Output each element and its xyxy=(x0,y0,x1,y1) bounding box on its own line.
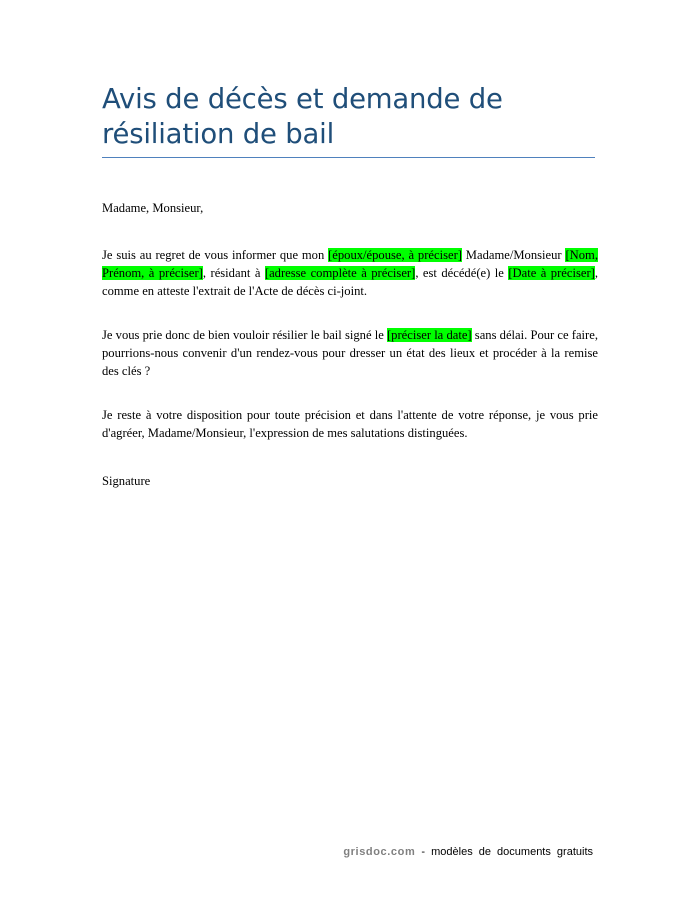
paragraph1-text-5: , comme en atteste l'extrait de l'Acte de décès ci-joint. xyxy=(102,265,598,298)
placeholder-name: [Nom, Prénom, à préciser] xyxy=(102,248,598,280)
paragraph-announcement xyxy=(102,247,598,300)
signature: Signature xyxy=(102,474,151,488)
paragraph1-text-3: , résidant à xyxy=(202,265,265,280)
paragraph2-text-1: Je vous prie donc de bien vouloir résilier le bail signé le xyxy=(102,328,387,342)
paragraph-closing: Je reste à votre disposition pour toute précision et dans l'attente de votre réponse, je vous prie d'agréer, Madame/Monsieur, l'expression de mes salutations distinguées. xyxy=(102,408,598,440)
paragraph-request xyxy=(102,327,598,380)
paragraph2-text-2: sans délai. Pour ce faire, pourrions-nous convenir d'un rendez-vous pour dresser un état des lieux et procéder à la remise des clés ? xyxy=(102,328,598,378)
document-title: Avis de décès et demande de résiliation de bail xyxy=(102,83,503,150)
paragraph1-text-4: , est décédé(e) le xyxy=(415,265,509,280)
placeholder-lease-date: [préciser la date] xyxy=(386,328,472,342)
footer-tagline: - modèles de documents gratuits xyxy=(415,846,593,858)
placeholder-date-of-death: [Date à préciser] xyxy=(508,265,595,280)
placeholder-relationship: [époux/épouse, à préciser] xyxy=(328,248,462,262)
footer xyxy=(343,846,593,858)
paragraph1-text-2: Madame/Monsieur xyxy=(461,248,566,262)
paragraph1-text-1: Je suis au regret de vous informer que mon xyxy=(102,248,329,262)
greeting: Madame, Monsieur, xyxy=(102,201,204,215)
footer-site-link[interactable]: grisdoc.com xyxy=(343,846,416,858)
title-underline xyxy=(102,157,595,158)
placeholder-address: [adresse complète à préciser] xyxy=(264,265,416,280)
